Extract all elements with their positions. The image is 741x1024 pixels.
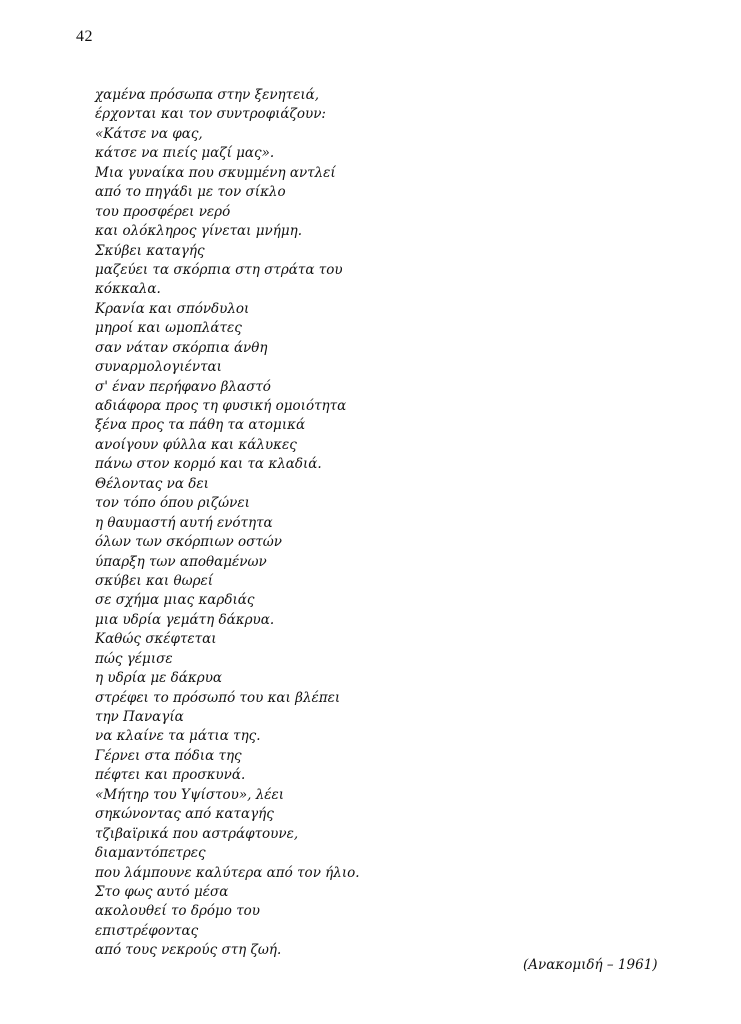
poem-line: να κλαίνε τα μάτια της. bbox=[95, 728, 261, 745]
poem-line: σκύβει και θωρεί bbox=[95, 572, 214, 589]
poem-line: από το πηγάδι με τον σίκλο bbox=[95, 184, 286, 201]
poem-line: του προσφέρει νερό bbox=[95, 203, 231, 220]
poem-line: αδιάφορα προς τη φυσική ομοιότητα bbox=[95, 398, 347, 414]
poem-line: και ολόκληρος γίνεται μνήμη. bbox=[95, 223, 302, 240]
poem-line: την Παναγία bbox=[95, 709, 184, 725]
poem-line: Γέρνει στα πόδια της bbox=[95, 747, 242, 764]
poem-line: μαζεύει τα σκόρπια στη στράτα του bbox=[95, 261, 343, 278]
poem-line: πέφτει και προσκυνά. bbox=[95, 767, 246, 784]
poem-line: κόκκαλα. bbox=[95, 281, 161, 298]
poem-line: πάνω στον κορμό και τα κλαδιά. bbox=[95, 456, 322, 473]
poem-line: πώς γέμισε bbox=[95, 650, 173, 667]
poem-line: ξένα προς τα πάθη τα ατομικά bbox=[95, 417, 306, 434]
poem-line: «Μήτηρ του Υψίστου», λέει bbox=[95, 786, 285, 803]
poem-body bbox=[95, 86, 360, 961]
poem-line: τζιβαϊρικά που αστράφτουνε, bbox=[95, 825, 299, 842]
poem-line: από τους νεκρούς στη ζωή. bbox=[95, 942, 282, 959]
poem-line: συναρμολογιένται bbox=[95, 359, 222, 376]
poem-line: Καθώς σκέφτεται bbox=[95, 631, 217, 648]
poem-line: διαμαντόπετρες bbox=[95, 845, 206, 862]
poem-line: ακολουθεί το δρόμο του bbox=[95, 903, 261, 920]
poem-line: η θαυμαστή αυτή ενότητα bbox=[95, 514, 273, 531]
poem-line: που λάμπουνε καλύτερα από τον ήλιο. bbox=[95, 864, 360, 881]
poem-line: στρέφει το πρόσωπό του και βλέπει bbox=[95, 689, 341, 706]
page-number: 42 bbox=[76, 28, 93, 45]
poem-line: Θέλοντας να δει bbox=[95, 475, 209, 492]
poem-line: επιστρέφοντας bbox=[95, 922, 199, 939]
poem-line: σαν νάταν σκόρπια άνθη bbox=[95, 339, 268, 356]
poem-line: σε σχήμα μιας καρδιάς bbox=[95, 592, 255, 609]
poem-line: «Κάτσε να φας, bbox=[95, 125, 203, 142]
poem-line: τον τόπο όπου ριζώνει bbox=[95, 495, 250, 512]
poem-line: σ' έναν περήφανο βλαστό bbox=[95, 378, 271, 395]
poem-line: ύπαρξη των αποθαμένων bbox=[95, 553, 267, 570]
poem-line: έρχονται και τον συντροφιάζουν: bbox=[95, 106, 326, 123]
poem-line: σηκώνοντας από καταγής bbox=[95, 806, 274, 823]
poem-line: μηροί και ωμοπλάτες bbox=[95, 320, 242, 337]
poem-line: Στο φως αυτό μέσα bbox=[95, 883, 229, 900]
poem-line: όλων των σκόρπιων οστών bbox=[95, 534, 282, 551]
poem-line: η υδρία με δάκρυα bbox=[95, 670, 223, 687]
poem-line: κάτσε να πιείς μαζί μας». bbox=[95, 145, 275, 162]
poem-line: μια υδρία γεμάτη δάκρυα. bbox=[95, 611, 275, 628]
poem-signature: (Ανακομιδή – 1961) bbox=[523, 957, 658, 973]
poem-line: Μια γυναίκα που σκυμμένη αντλεί bbox=[95, 164, 336, 181]
poem-line: Κρανία και σπόνδυλοι bbox=[95, 300, 250, 317]
poem-line: Σκύβει καταγής bbox=[95, 242, 205, 259]
poem-line: ανοίγουν φύλλα και κάλυκες bbox=[95, 436, 297, 453]
poem-line: χαμένα πρόσωπα στην ξενητειά, bbox=[95, 87, 320, 103]
